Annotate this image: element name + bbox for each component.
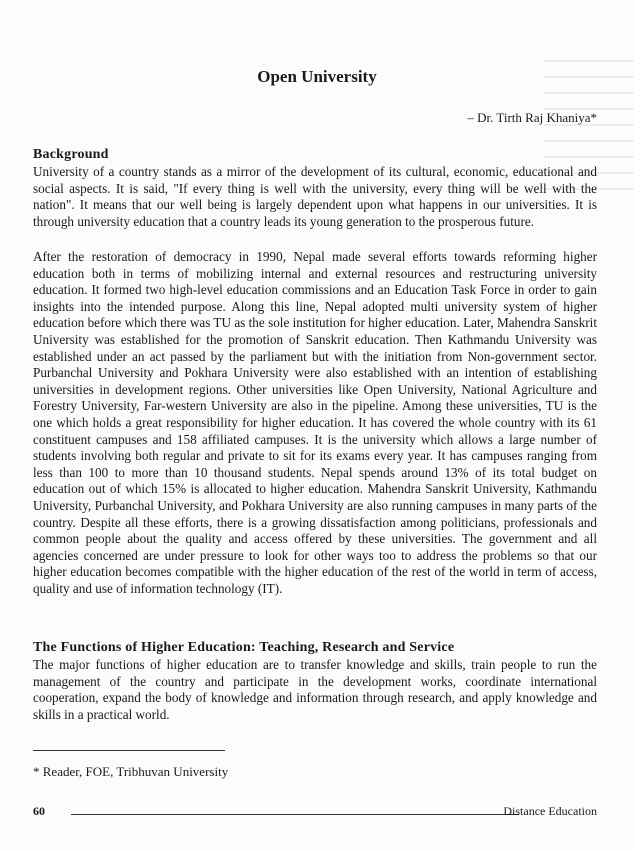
paragraph-2: After the restoration of democracy in 1990, Nepal made several efforts towards reforming higher education both in terms of mobilizing internal and external resources and restructuring university education. It formed two high-level education commissions and an Education Task Force in order to gain insights into the intended purpose. Along this line, Nepal adopted multi university system of higher education before which there was TU as the sole institution for higher education. Later, Mahendra Sanskrit University was established for the promotion of Sanskrit education. Then Kathmandu University was established under an act passed by the parliament but with the initiation from Non-government sector. Purbanchal University and Pokhara University were also established with an intention of establishing universities in development regions. Other universities like Open University, National Agriculture and Forestry University, Far-western University are also in the pipeline. Among these universities, TU is the one which holds a great responsibility for higher education. It has covered the whole country with its 61 constituent campuses and 158 affiliated campuses. It is the university which allows a large number of students involving both regular and private to sit for its exams every year. It has campuses ranging from less than 100 to more than 10 thousand students. Nepal spends around 13% of its total budget on education out of which 15% is allocated to higher education. Mahendra Sanskrit University, Kathmandu University, Purbanchal University, and Pokhara University are also running campuses in many parts of the country. Despite all these efforts, there is a growing dissatisfaction among politicians, professionals and common people about the quality and access offered by these universities. The government and all agencies concerned are under pressure to look for other ways too to address the problems so that our higher education becomes compatible with the higher education of the rest of the world in term of access, quality and use of information technology (IT). bbox=[33, 249, 597, 596]
paragraph-3: The major functions of higher education are to transfer knowledge and skills, train people to run the management of the country and participate in the development works, coordinate international cooperation, expand the body of knowledge and information through research, and apply knowledge and skills in a practical world. bbox=[33, 657, 597, 722]
section-heading-background: Background bbox=[33, 147, 109, 162]
footer-rule bbox=[71, 814, 519, 815]
publication-title: Distance Education bbox=[503, 804, 597, 818]
page-footer bbox=[33, 804, 597, 820]
article-author: – Dr. Tirth Raj Khaniya* bbox=[467, 110, 597, 125]
paragraph-1: University of a country stands as a mirror of the development of its cultural, economic, educational and social aspects. It is said, "If every thing is well with the university, every thing will be well with the nation". It means that our well being is largely dependent upon what happens in our universities. It is through university education that a country leads its young generation to the prosperous future. bbox=[33, 164, 597, 229]
article-title: Open University bbox=[257, 67, 377, 86]
page-number: 60 bbox=[33, 804, 45, 818]
footnote-divider bbox=[33, 750, 225, 751]
footnote: * Reader, FOE, Tribhuvan University bbox=[33, 764, 229, 779]
section-heading-functions: The Functions of Higher Education: Teaching, Research and Service bbox=[33, 640, 455, 655]
